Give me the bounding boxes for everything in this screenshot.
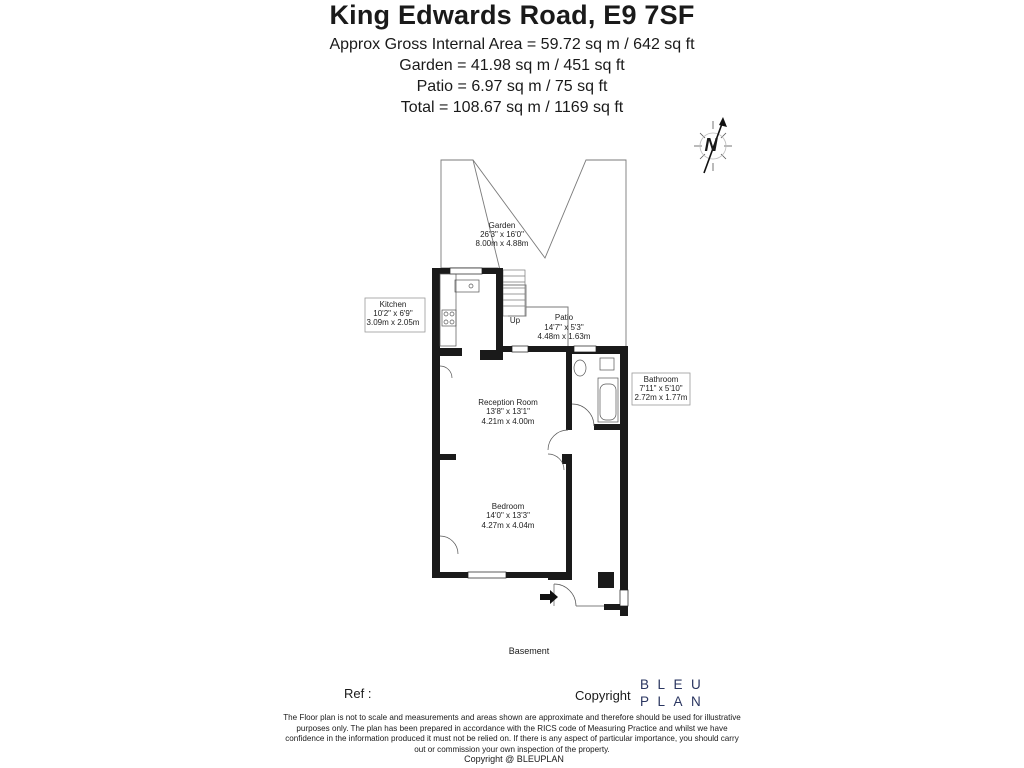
garden-area: Garden = 41.98 sq m / 451 sq ft: [399, 57, 625, 74]
ref-label: Ref :: [344, 686, 372, 701]
gross-internal-area: Approx Gross Internal Area = 59.72 sq m / 642 sq ft: [329, 36, 695, 53]
copyright-label: Copyright: [575, 688, 631, 703]
reception-metric: 4.21m x 4.00m: [481, 417, 535, 426]
footer-copyright: Copyright @ BLEUPLAN: [464, 754, 564, 764]
north-label: N: [704, 135, 718, 155]
logo-line-1: BLEU: [640, 677, 710, 692]
bedroom-metric: 4.27m x 4.04m: [481, 521, 535, 530]
bathroom-fittings: [574, 358, 618, 422]
patio-name: Patio: [554, 313, 574, 322]
stairs-up-label: Up: [509, 316, 521, 325]
patio-metric: 4.48m x 1.63m: [537, 332, 591, 341]
bedroom-name: Bedroom: [491, 502, 525, 511]
kitchen-metric: 3.09m x 2.05m: [366, 318, 420, 327]
reception-name: Reception Room: [478, 398, 538, 407]
entrance-arrow-icon: [540, 590, 558, 604]
bathroom-imperial: 7'11" x 5'10": [639, 384, 683, 393]
logo-line-2: PLAN: [640, 694, 710, 709]
garden-name: Garden: [488, 221, 516, 230]
windows: [450, 268, 628, 606]
kitchen-fittings: [440, 274, 479, 346]
kitchen-imperial: 10'2" x 6'9": [373, 309, 413, 318]
garden-zigzag: [473, 160, 500, 270]
bathroom-name: Bathroom: [643, 375, 679, 384]
garden-imperial: 26'3" x 16'0": [480, 230, 524, 239]
disclaimer: The Floor plan is not to scale and measurements and areas shown are approximate and therefore should be used for illustrative purposes only. The plan has been prepared in accordance with the RICS code of Measuring Practice and whilst we have confidence in the information produced it must not be relied on. If there is any aspect of particular importance, you should carry out or commission your own inspection of the property.: [283, 713, 741, 754]
plan-title: King Edwards Road, E9 7SF: [329, 0, 695, 30]
patio-area: Patio = 6.97 sq m / 75 sq ft: [416, 78, 608, 95]
level-label: Basement: [508, 646, 550, 656]
total-area: Total = 108.67 sq m / 1169 sq ft: [400, 99, 624, 116]
bleuplan-logo: [640, 676, 709, 710]
walls: [432, 268, 628, 616]
reference: [344, 686, 379, 701]
reception-imperial: 13'8" x 13'1": [486, 407, 530, 416]
bathroom-metric: 2.72m x 1.77m: [634, 393, 688, 402]
bedroom-imperial: 14'0" x 13'3": [486, 511, 530, 520]
stairs: [503, 270, 525, 316]
garden-metric: 8.00m x 4.88m: [475, 239, 529, 248]
garden-outline: [441, 160, 626, 350]
kitchen-name: Kitchen: [379, 300, 407, 309]
patio-imperial: 14'7" x 5'3": [544, 323, 584, 332]
